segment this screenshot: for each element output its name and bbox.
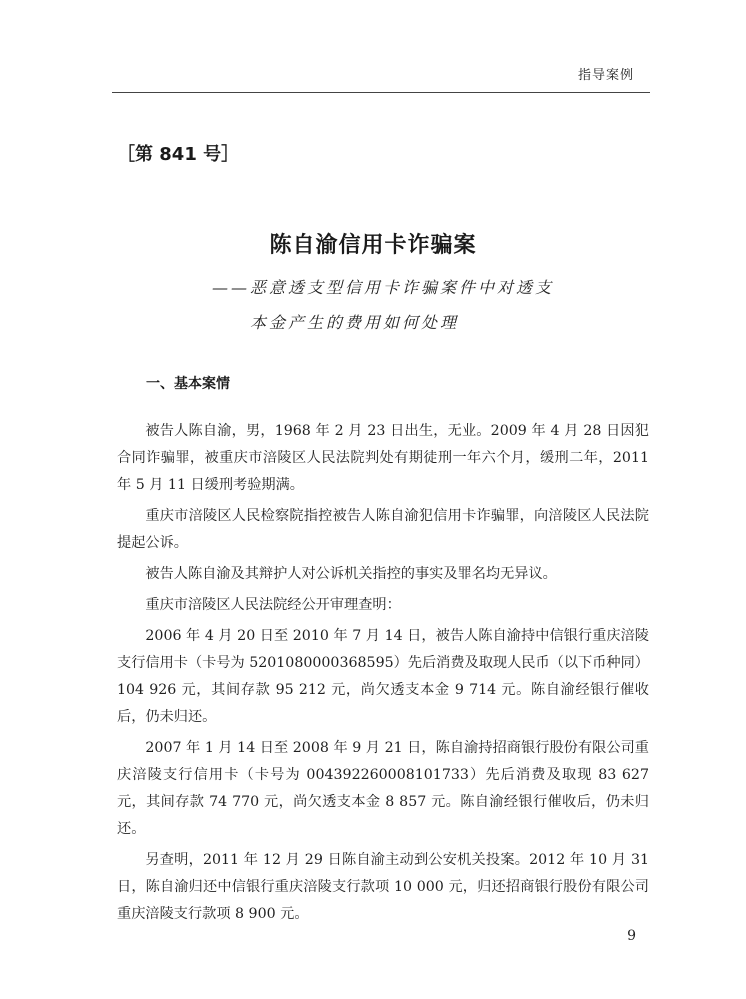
- subtitle-line-2: 本金产生的费用如何处理: [250, 313, 460, 332]
- subtitle-line-1: ——恶意透支型信用卡诈骗案件中对透支: [212, 278, 555, 297]
- paragraph-court-finding: 重庆市涪陵区人民法院经公开审理查明：: [145, 597, 401, 613]
- case-title: 陈自渝信用卡诈骗案: [269, 233, 477, 258]
- paragraph-cmb-card: 2007 年 1 月 14 日至 2008 年 9 月 21 日，陈自渝持招商银行股份有限公司重庆涪陵支行信用卡（卡号为 004392260008101733）先后消费及取现 83 627元，其间存款 74 770 元，尚欠透支本金 8 857 元。陈自渝经银行催收后，仍未归还。: [117, 740, 649, 837]
- paragraph-citic-card: 2006 年 4 月 20 日至 2010 年 7 月 14 日，被告人陈自渝持中信银行重庆涪陵支行信用卡（卡号为 5201080000368595）先后消费及取现人民币（以下币种同）104 926 元，其间存款 95 212 元，尚欠透支本金 9 714 元。陈自渝经银行催收后，仍未归还。: [117, 628, 649, 725]
- running-header: 指导案例: [577, 68, 634, 83]
- section-heading: 一、基本案情: [146, 376, 230, 392]
- case-number: ［第 841 号］: [117, 144, 240, 165]
- paragraph-defendant-info: 被告人陈自渝，男，1968 年 2 月 23 日出生，无业。2009 年 4 月 28 日因犯合同诈骗罪，被重庆市涪陵区人民法院判处有期徒刑一年六个月，缓刑二年，2011 年 5 月 11 日缓刑考验期满。: [117, 423, 649, 493]
- header-rule: [112, 92, 650, 93]
- page-number: 9: [627, 928, 636, 944]
- paragraph-surrender: 另查明，2011 年 12 月 29 日陈自渝主动到公安机关投案。2012 年 10 月 31 日，陈自渝归还中信银行重庆涪陵支行款项 10 000 元，归还招商银行股份有限公司重庆涪陵支行款项 8 900 元。: [117, 852, 649, 922]
- paragraph-no-objection: 被告人陈自渝及其辩护人对公诉机关指控的事实及罪名均无异议。: [145, 566, 557, 582]
- paragraph-prosecution: 重庆市涪陵区人民检察院指控被告人陈自渝犯信用卡诈骗罪，向涪陵区人民法院提起公诉。: [117, 508, 649, 551]
- case-facts-body: [117, 418, 649, 932]
